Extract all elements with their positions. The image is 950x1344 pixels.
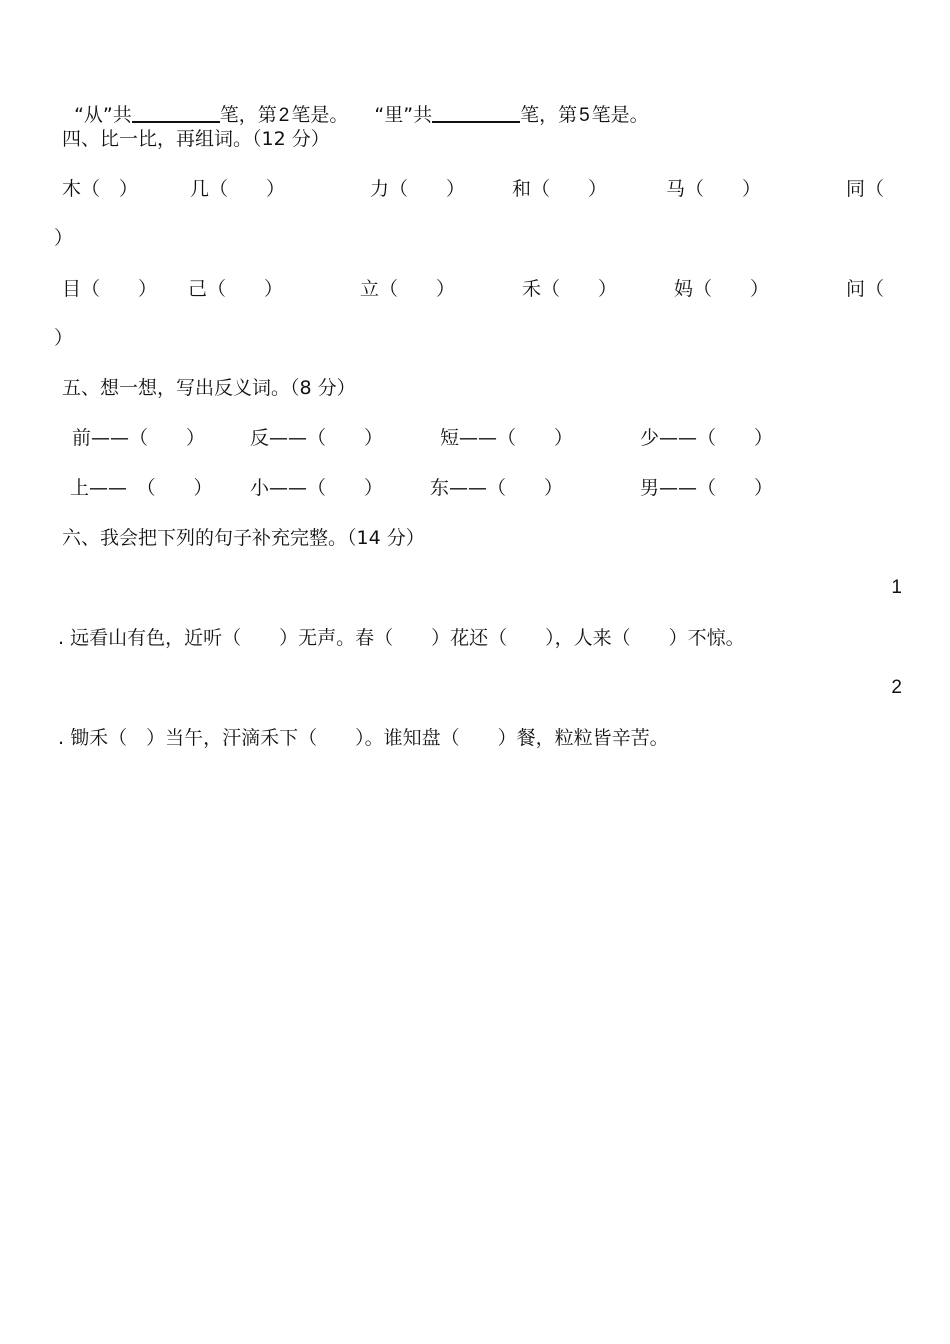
sentence-number: 2: [891, 677, 902, 698]
compare-word-item: 禾（ ）: [522, 278, 618, 300]
stroke-order-number-cong: 2: [278, 105, 290, 126]
stroke-question-line: [62, 77, 649, 128]
sentence-completion-text: . 远看山有色，近听（ ）无声。春（ ）花还（ ），人来（ ）不惊。: [58, 627, 745, 649]
compare-word-item: 几（ ）: [190, 178, 286, 200]
compare-word-wrap: ）: [54, 227, 74, 249]
stroke-question-cong-mid: 笔，第: [219, 104, 277, 126]
antonym-item: 少——（ ）: [640, 427, 774, 449]
compare-word-item: 同（: [846, 178, 885, 200]
sentence-completion-text: . 锄禾（ ）当午，汗滴禾下（ ）。谁知盘（ ）餐，粒粒皆辛苦。: [58, 727, 669, 749]
stroke-question-cong-lead: “从”共: [74, 104, 132, 126]
antonym-item: 上—— （ ）: [70, 477, 213, 499]
compare-word-item: 力（ ）: [370, 178, 466, 200]
stroke-question-li-tail: 笔是。: [591, 104, 649, 126]
section5-heading: 五、想一想，写出反义词。（8 分）: [62, 377, 356, 399]
stroke-order-number-li: 5: [579, 105, 590, 126]
compare-word-item: 妈（ ）: [674, 278, 770, 300]
stroke-count-blank-cong[interactable]: [132, 101, 220, 123]
compare-word-item: 问（: [846, 278, 885, 300]
antonym-item: 东——（ ）: [430, 477, 564, 499]
section6-heading: 六、我会把下列的句子补充完整。（14 分）: [62, 527, 425, 549]
section4-heading: 四、比一比，再组词。（12 分）: [62, 128, 330, 150]
stroke-question-cong-tail: 笔是。: [291, 104, 349, 126]
compare-word-item: 立（ ）: [360, 278, 456, 300]
stroke-count-blank-li[interactable]: [432, 101, 520, 123]
compare-word-wrap: ）: [54, 327, 74, 349]
antonym-item: 前——（ ）: [72, 427, 206, 449]
compare-word-item: 己（ ）: [188, 278, 284, 300]
antonym-item: 反——（ ）: [250, 427, 384, 449]
sentence-number: 1: [891, 577, 902, 598]
compare-word-item: 木（ ）: [62, 178, 139, 200]
antonym-item: 男——（ ）: [640, 477, 774, 499]
antonym-item: 小——（ ）: [250, 477, 384, 499]
compare-word-item: 和（ ）: [512, 178, 608, 200]
stroke-question-li-lead: “里”共: [374, 104, 433, 126]
compare-word-item: 马（ ）: [666, 178, 762, 200]
antonym-item: 短——（ ）: [440, 427, 574, 449]
stroke-question-li-mid: 笔，第: [520, 104, 578, 126]
compare-word-item: 目（ ）: [62, 278, 158, 300]
